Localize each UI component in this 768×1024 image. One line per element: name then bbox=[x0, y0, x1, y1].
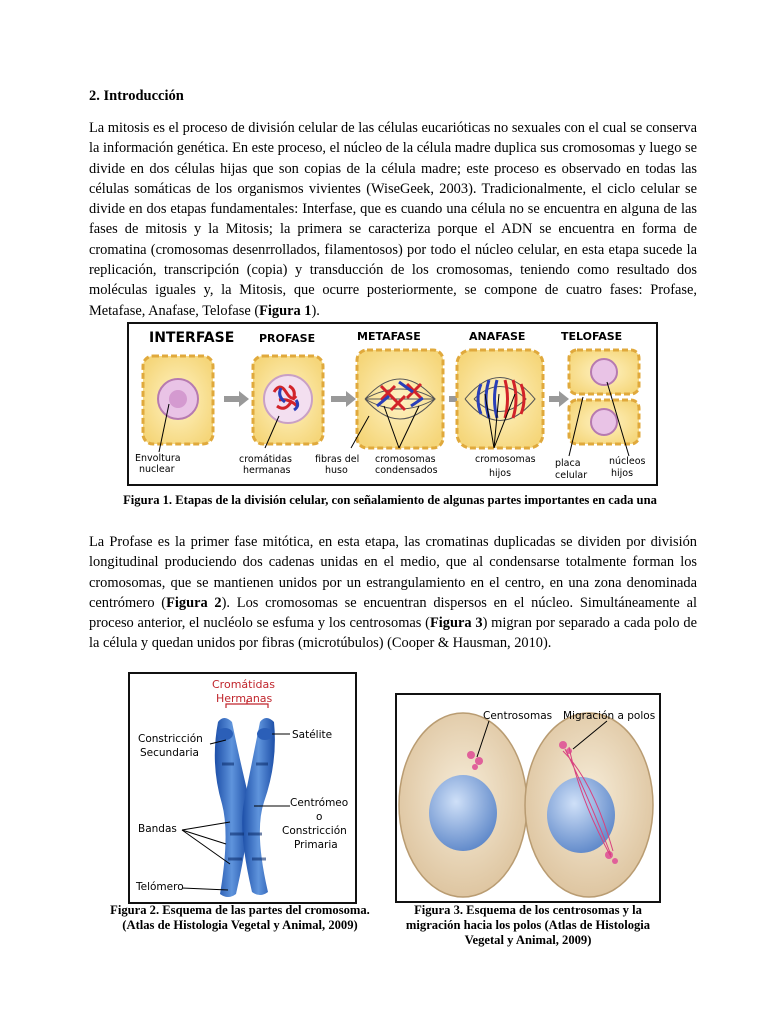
stage-title: TELOFASE bbox=[561, 330, 623, 343]
label-text: o bbox=[316, 811, 323, 823]
figure-2-title: Hermanas bbox=[216, 692, 273, 705]
arrow-icon bbox=[224, 391, 249, 407]
figure-1-cell-division bbox=[127, 322, 658, 486]
label-text: hijos bbox=[489, 468, 512, 479]
figure-2-caption: Figura 2. Esquema de las partes del cromosoma. (Atlas de Histologia Vegetal y Animal, 2009) bbox=[110, 903, 370, 932]
label-text: Telómero bbox=[136, 881, 184, 893]
daughter-nucleus bbox=[591, 409, 617, 435]
label-text: Centrosomas bbox=[483, 710, 553, 722]
figure-2-title: Cromátidas bbox=[212, 678, 275, 691]
stage-title: INTERFASE bbox=[149, 330, 235, 346]
label-text: huso bbox=[325, 465, 348, 476]
figure-2-chromosome bbox=[128, 672, 357, 904]
label-text: nuclear bbox=[139, 464, 175, 475]
label-text: hijos bbox=[611, 468, 634, 479]
label-text: Constricción bbox=[282, 825, 347, 837]
label-text: cromosomas bbox=[475, 454, 536, 465]
label-text: celular bbox=[555, 470, 588, 481]
label-text: Migración a polos bbox=[563, 710, 656, 722]
profase-paragraph: La Profase es la primer fase mitótica, en esta etapa, las cromatinas duplicadas se dividen por división longitudinal produciendo dos cadenas unidas en el medio, que al condensarse totalmente forman los cromosomas, que se mantienen unidos por un estrangulamiento en el centro, en una zona denominada centrómero (Figura 2). Los cromosomas se encuentran dispersos en el núcleo. Simultáneamente al proceso anterior, el nucléolo se esfuma y los centrosomas (Figura 3) migran por separado a cada polo de la célula y quedan unidos por fibras (microtúbulos) (Cooper & Hausman, 2010). bbox=[89, 534, 697, 652]
arrow-icon bbox=[549, 391, 569, 407]
daughter-nucleus bbox=[591, 359, 617, 385]
arrow-icon bbox=[331, 391, 356, 407]
label-text: Satélite bbox=[292, 729, 333, 741]
satellite-left bbox=[217, 728, 233, 740]
nucleus-left bbox=[429, 775, 497, 851]
stage-title: PROFASE bbox=[259, 332, 316, 345]
label-text: Secundaria bbox=[140, 747, 199, 759]
label-text: Bandas bbox=[138, 823, 177, 835]
label-text: Constricción bbox=[138, 733, 203, 745]
label-text: cromosomas bbox=[375, 454, 436, 465]
label-text: Centrómeo bbox=[290, 797, 349, 809]
satellite-right bbox=[257, 728, 273, 740]
nucleus-right bbox=[547, 777, 615, 853]
label-text: núcleos bbox=[609, 456, 646, 467]
section-heading: 2. Introducción bbox=[89, 88, 184, 104]
label-text: Envoltura bbox=[135, 453, 181, 464]
figure-1-caption: Figura 1. Etapas de la división celular, con señalamiento de algunas partes importantes en cada una bbox=[123, 493, 657, 507]
label-text: condensados bbox=[375, 465, 438, 476]
label-text: cromátidas bbox=[239, 454, 292, 465]
figure-3-centrosomes bbox=[395, 693, 661, 903]
label-text: fibras del bbox=[315, 454, 360, 465]
label-text: placa bbox=[555, 458, 581, 469]
label-text: hermanas bbox=[243, 465, 291, 476]
intro-paragraph: La mitosis es el proceso de división celular de las células eucarióticas no sexuales con el cual se conserva la información genética. En este proceso, el núcleo de la célula madre duplica sus cromosomas y luego se divide en dos células hijas que son copias de la célula madre; este proceso es observado en todas las células somáticas de los organismos vivientes (WiseGeek, 2003). Tradicionalmente, el ciclo celular se divide en dos etapas fundamentales: Interfase, que es cuando una célula no se encuentra en alguna de las fases de mitosis y la Mitosis; la primera se caracteriza porque el ADN se encuentra en forma de cromatina (cromosomas desenrrollados, filamentosos) por todo el núcleo celular, en esta etapa sucede la replicación, transcripción (copia) y transducción de los cromosomas, teniendo como resultado dos moléculas iguales y, la Mitosis, que ocurre posteriormente, se compone de cuatro fases: Profase, Metafase, Anafase, Telofase (Figura 1). bbox=[89, 120, 697, 319]
label-text: Primaria bbox=[294, 839, 338, 851]
figure-3-caption: Figura 3. Esquema de los centrosomas y la migración hacia los polos (Atlas de Histologia Vegetal y Animal, 2009) bbox=[405, 903, 651, 947]
stage-title: ANAFASE bbox=[469, 330, 526, 343]
stage-title: METAFASE bbox=[357, 330, 421, 343]
nucleolus bbox=[169, 390, 187, 408]
